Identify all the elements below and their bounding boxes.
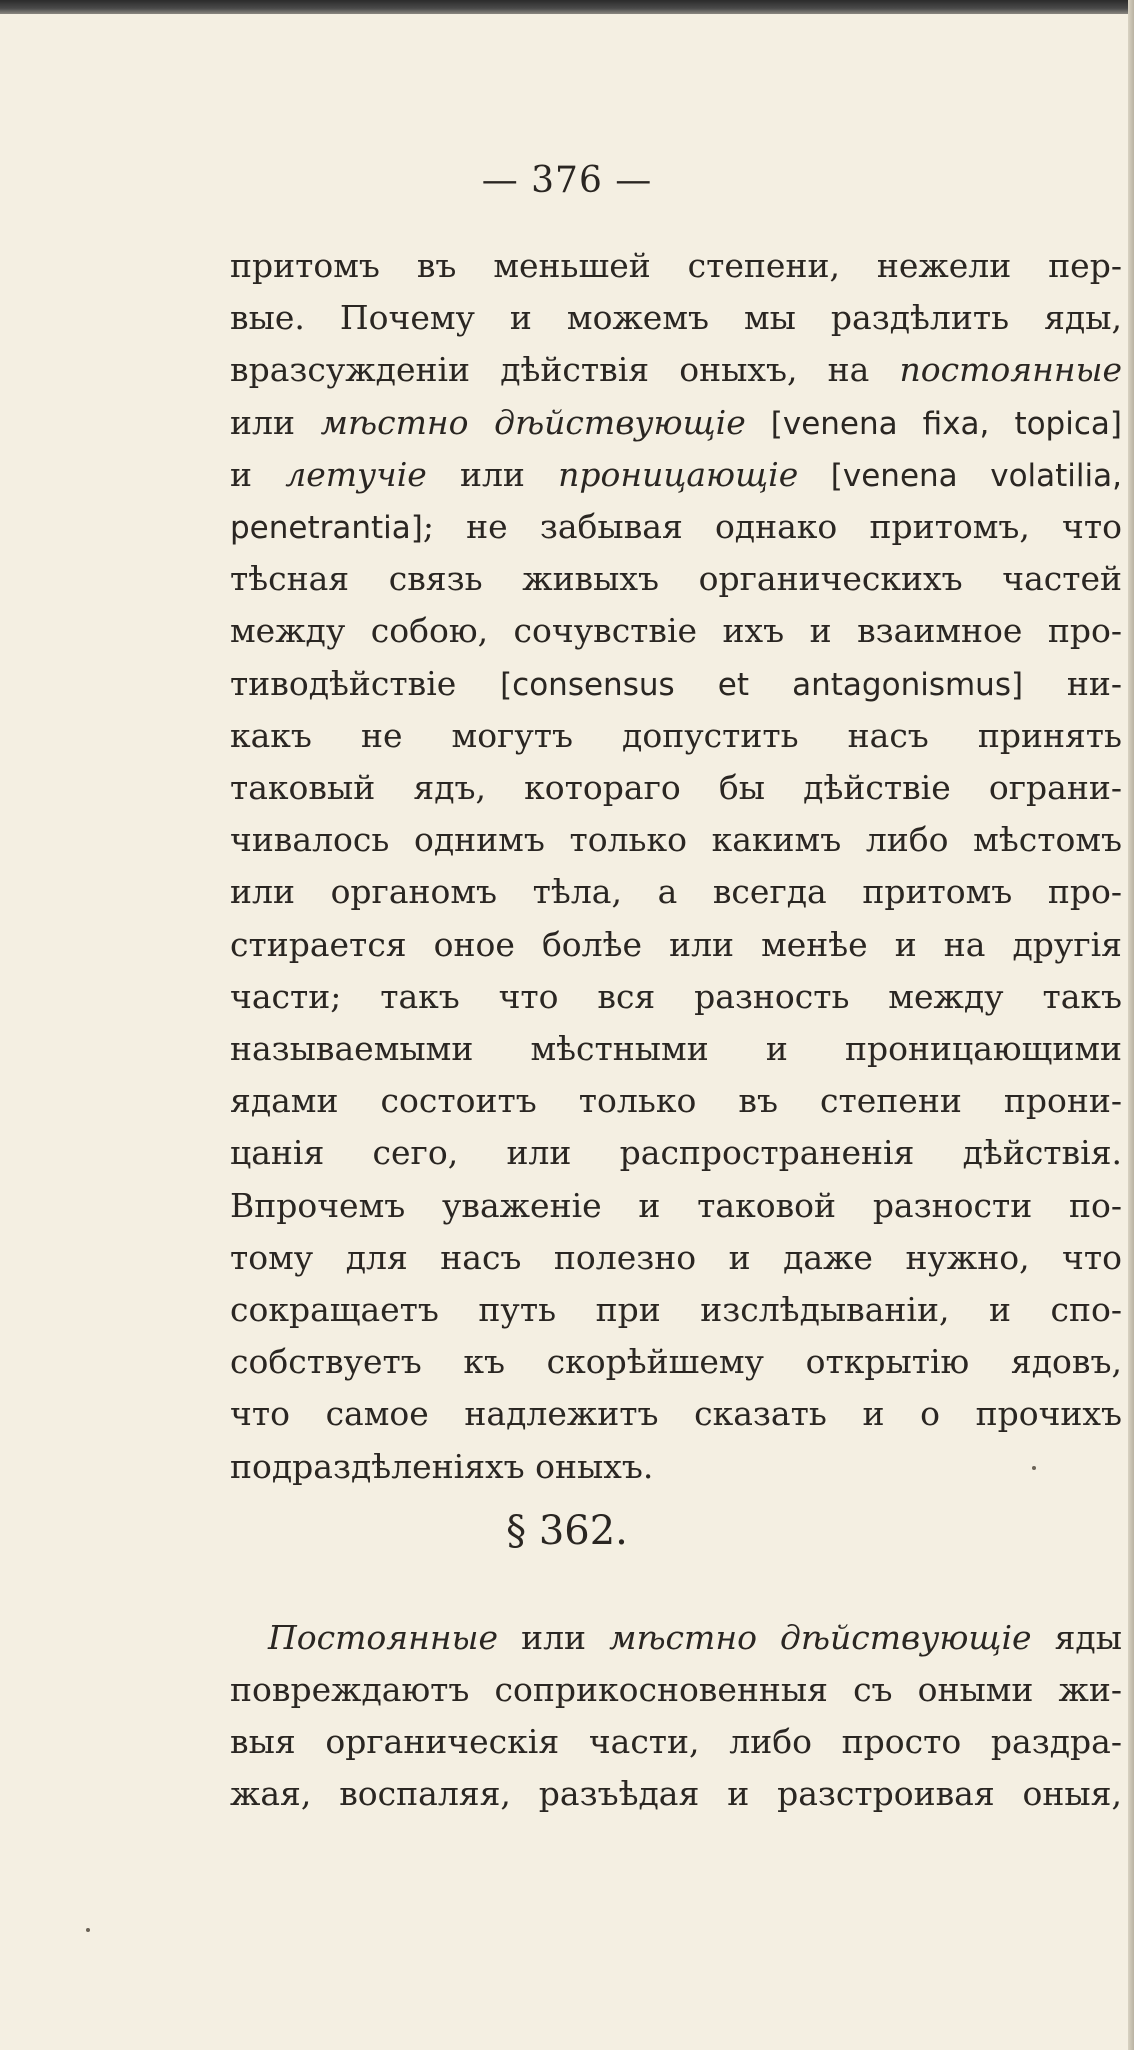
text-span: тиводѣйствіе xyxy=(230,663,501,703)
text-line xyxy=(230,1029,1122,1079)
text-span: или органомъ тѣла, а всегда притомъ про- xyxy=(230,872,1122,912)
text-line xyxy=(230,716,1122,766)
text-line xyxy=(230,1186,1122,1236)
page-top-edge xyxy=(0,0,1134,14)
text-span: подраздѣленіяхъ оныхъ. xyxy=(230,1446,654,1486)
page-right-edge xyxy=(1128,0,1134,2050)
text-span: или xyxy=(498,1618,610,1657)
text-span: или xyxy=(230,402,321,442)
italic-term: летучіе xyxy=(285,454,427,494)
text-span: вые. Почему и можемъ мы раздѣлить яды, xyxy=(230,298,1122,338)
text-line xyxy=(230,403,1122,453)
latin-term: [venena volatilia, xyxy=(798,457,1122,494)
text-line xyxy=(230,559,1122,609)
text-span: или xyxy=(426,454,559,494)
text-line xyxy=(230,1722,1122,1772)
text-span: цанія сего, или распространенія дѣйствія. xyxy=(230,1133,1122,1173)
text-line xyxy=(230,1394,1122,1444)
text-line xyxy=(230,820,1122,870)
text-span: сокращаетъ путь при изслѣдываніи, и спо- xyxy=(230,1290,1122,1329)
text-span: ; не забывая однако притомъ, что xyxy=(422,507,1122,546)
text-span: чивалось однимъ только какимъ либо мѣстомъ xyxy=(230,820,1122,860)
page-number: — 376 — xyxy=(481,160,653,201)
text-span: тѣсная связь живыхъ органическихъ частей xyxy=(230,559,1122,599)
text-line xyxy=(230,1774,1122,1824)
text-line xyxy=(230,872,1122,922)
text-span: что самое надлежитъ сказать и о прочихъ xyxy=(230,1394,1122,1434)
text-line xyxy=(230,246,1122,296)
text-line xyxy=(230,1081,1122,1131)
text-line xyxy=(230,1342,1122,1392)
text-line xyxy=(230,298,1122,348)
ink-speck xyxy=(86,1928,90,1932)
text-line xyxy=(230,1670,1122,1720)
section-heading: § 362. xyxy=(506,1508,628,1554)
text-line xyxy=(230,768,1122,818)
text-line xyxy=(230,1238,1122,1288)
text-span: яды xyxy=(1031,1618,1123,1657)
text-line xyxy=(230,664,1122,714)
text-span: какъ не могутъ допустить насъ принять xyxy=(230,715,1122,755)
text-span: жая, воспаляя, разъѣдая и разстроивая оныя, xyxy=(230,1774,1122,1813)
text-line xyxy=(230,350,1122,400)
text-line xyxy=(230,1133,1122,1183)
text-line xyxy=(230,1290,1122,1340)
italic-term: Постоянные xyxy=(268,1618,499,1657)
text-line xyxy=(230,925,1122,975)
text-span: части; такъ что вся разность между такъ xyxy=(230,976,1122,1016)
text-span: тому для насъ полезно и даже нужно, что xyxy=(230,1237,1122,1277)
italic-term: мѣстно дѣйствующіе xyxy=(609,1618,1032,1657)
text-span: ядами состоитъ только въ степени прони- xyxy=(230,1081,1122,1121)
text-span: Впрочемъ уваженіе и таковой разности по- xyxy=(230,1185,1122,1225)
italic-term: проницающіе xyxy=(558,454,799,494)
text-line xyxy=(230,455,1122,505)
text-line xyxy=(230,977,1122,1027)
text-line xyxy=(230,1447,1122,1497)
text-line xyxy=(268,1618,1122,1668)
latin-term: [consensus et antagonismus] xyxy=(500,666,1024,703)
text-span: называемыми мѣстными и проницающими xyxy=(230,1029,1122,1068)
text-line xyxy=(230,507,1122,557)
text-span: таковый ядъ, котораго бы дѣйствіе ограни- xyxy=(230,768,1122,807)
text-span: притомъ въ меньшей степени, нежели пер- xyxy=(230,246,1122,285)
italic-term: мѣстно дѣйствующіе xyxy=(320,402,746,442)
latin-term: penetrantia] xyxy=(230,510,423,546)
text-span: собствуетъ къ скорѣйшему открытію ядовъ, xyxy=(230,1342,1122,1382)
latin-term: [venena fixa, topica] xyxy=(745,405,1122,442)
text-span: вразсужденіи дѣйствія оныхъ, на xyxy=(230,350,900,390)
italic-term: постоянные xyxy=(899,350,1122,390)
ink-speck xyxy=(1032,1466,1036,1470)
text-span: стирается оное болѣе или менѣе и на другія xyxy=(230,924,1122,964)
text-span: ни- xyxy=(1023,663,1122,703)
text-line xyxy=(230,611,1122,661)
text-span: повреждаютъ соприкосновенныя съ оными жи- xyxy=(230,1670,1122,1709)
text-span: и xyxy=(230,454,286,494)
text-span: между собою, сочувствіе ихъ и взаимное про- xyxy=(230,611,1122,651)
text-span: выя органическія части, либо просто раздра- xyxy=(230,1722,1122,1761)
